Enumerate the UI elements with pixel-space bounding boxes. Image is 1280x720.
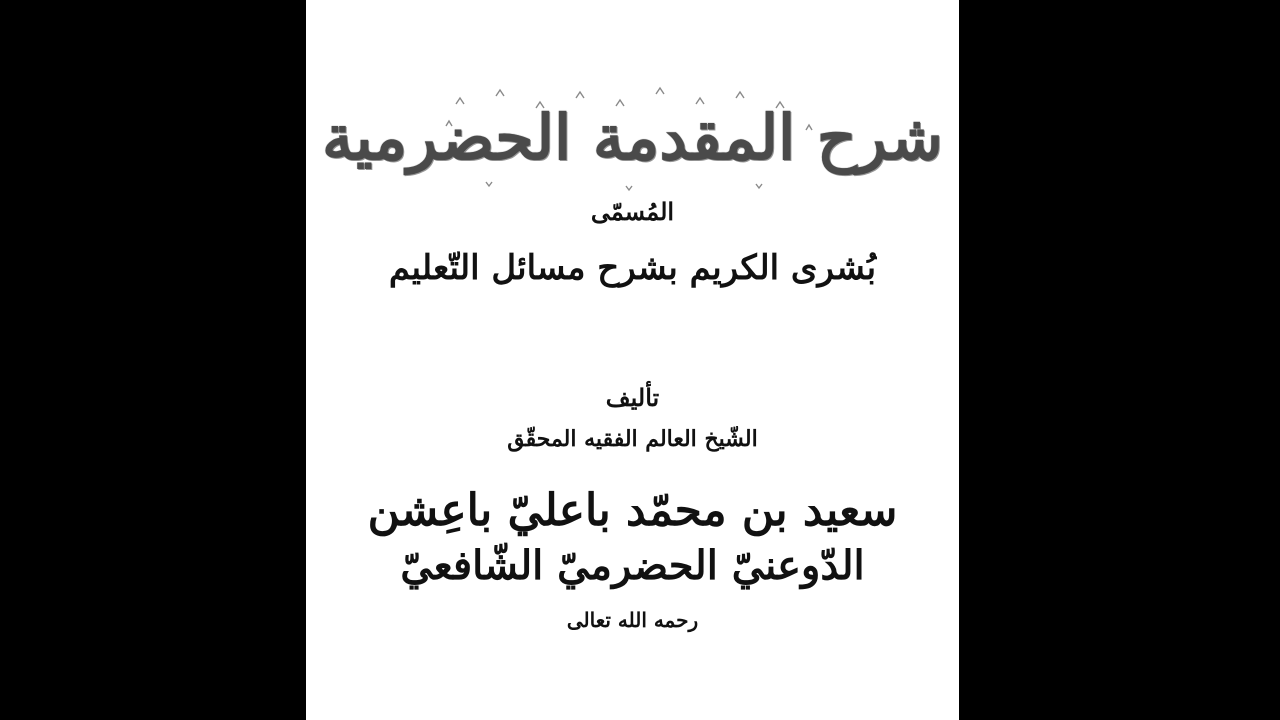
title-page (306, 0, 959, 720)
authorship-label: تأليف (605, 383, 660, 412)
supplication: رحمه الله تعالى (566, 608, 699, 632)
author-name-line-2: الدّوعنيّ الحضرميّ الشّافعيّ (400, 542, 865, 589)
book-title: شرح المقدمة الحضرمية (322, 101, 943, 174)
alternate-title: بُشرى الكريم بشرح مسائل التّعليم (388, 248, 877, 288)
named-label: المُسمّى (590, 197, 675, 226)
title-block (306, 86, 959, 196)
author-name-line-1: سعيد بن محمّد باعليّ باعِشن (367, 485, 898, 536)
author-honorific: الشّيخ العالم الفقيه المحقّق (507, 426, 758, 452)
